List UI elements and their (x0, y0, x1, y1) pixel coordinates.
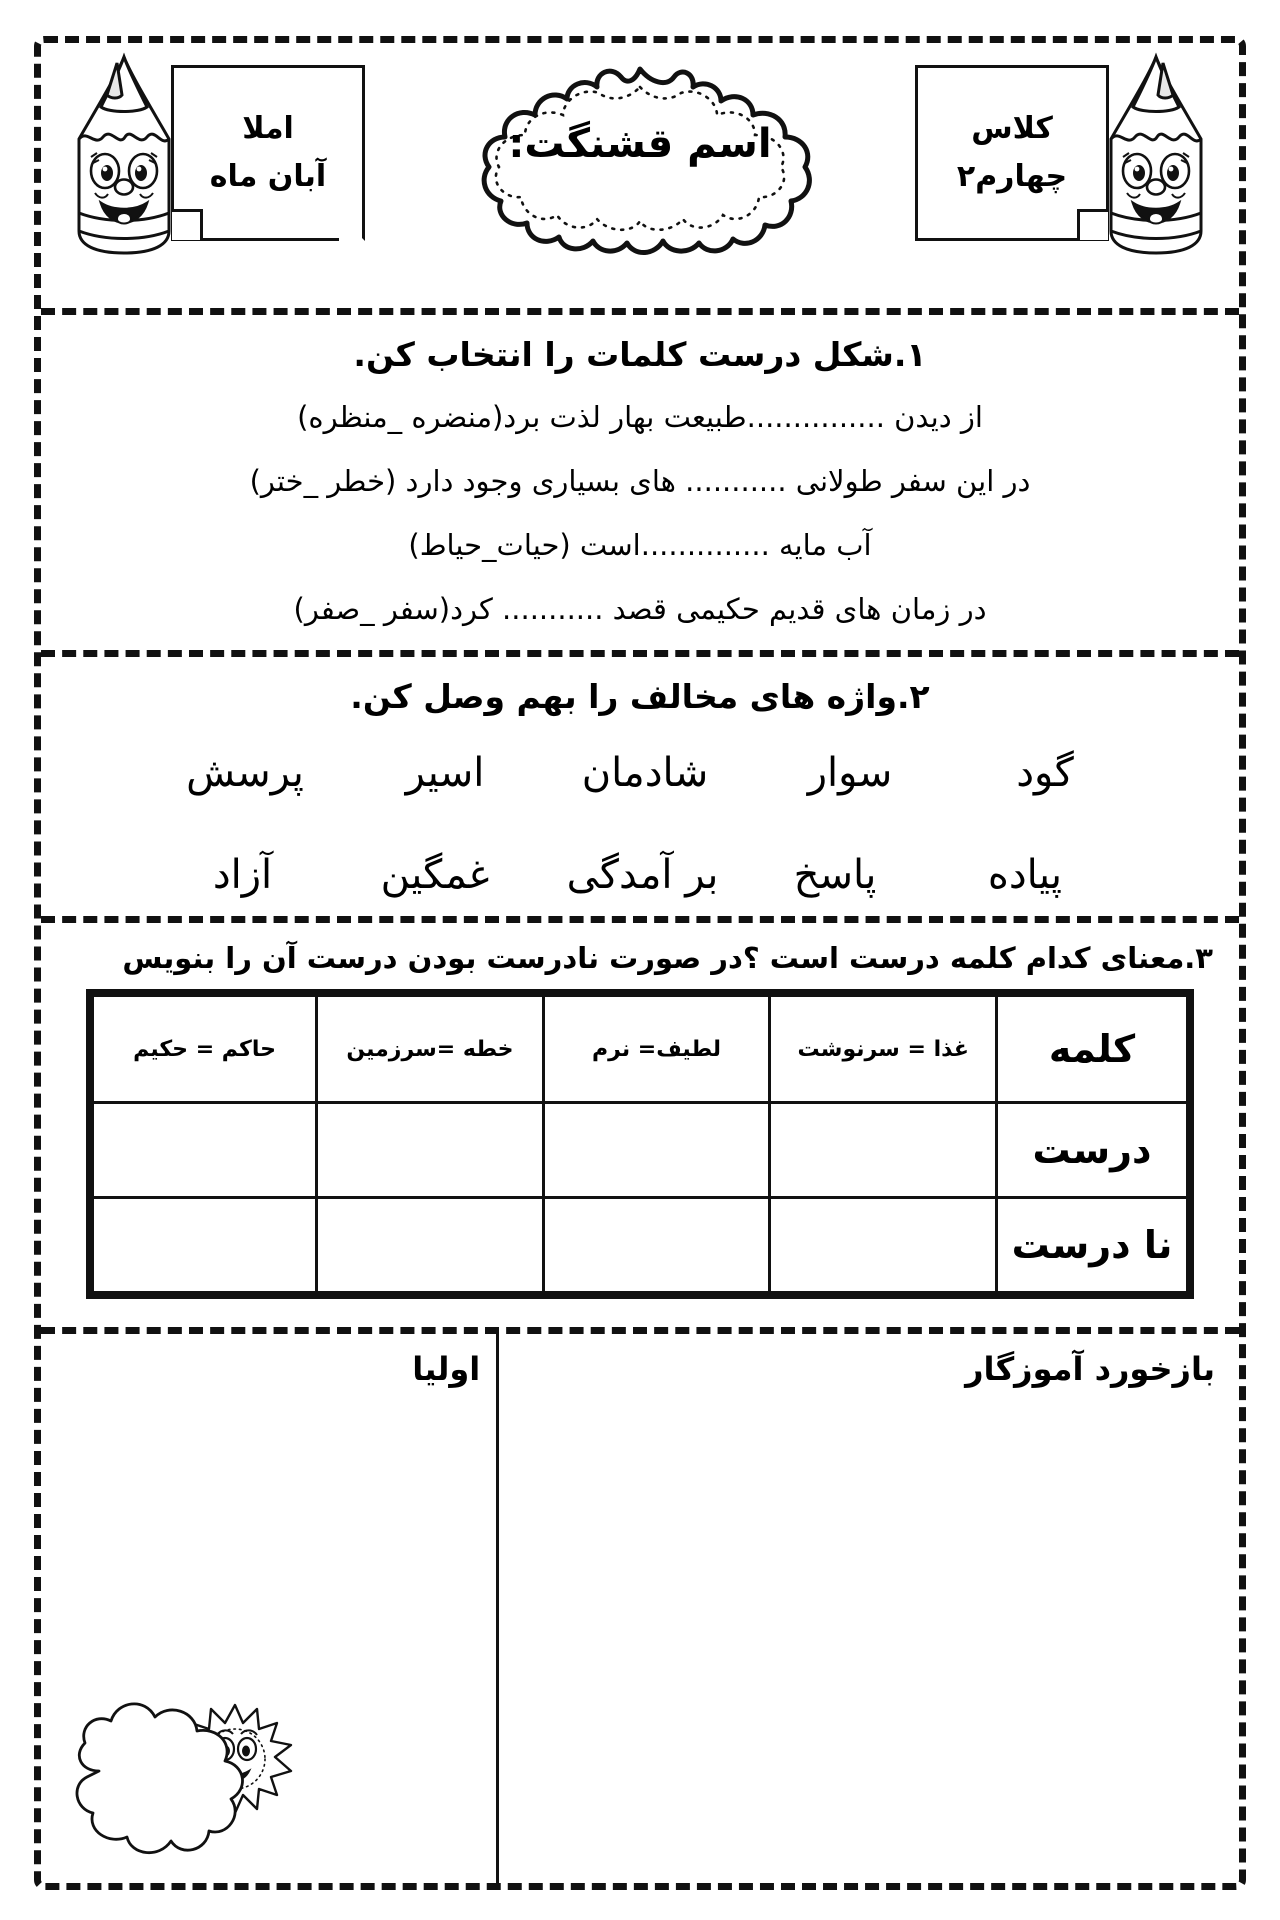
month-label: آبان ماه (209, 159, 327, 194)
section-2-title: ۲.واژه های مخالف را بهم وصل کن. (350, 677, 930, 716)
section-choose-correct-spelling (41, 315, 1239, 657)
scalloped-banner-icon (455, 57, 825, 272)
class-value: چهارم۲ (956, 159, 1068, 194)
worksheet-footer (41, 1334, 1239, 1883)
subject-note-card (171, 65, 365, 241)
page-fold-icon (172, 209, 203, 240)
table-answer-cell[interactable] (90, 1198, 317, 1296)
meaning-table-wrapper (86, 989, 1194, 1299)
opposite-words-row-1 (67, 750, 1213, 796)
subject-label: املا (242, 110, 294, 146)
pencil-character-icon (1097, 53, 1215, 258)
parents-label: اولیا (412, 1350, 481, 1388)
table-answer-cell[interactable] (317, 1198, 544, 1296)
word-item[interactable]: پاسخ (793, 852, 877, 898)
table-column-header: خطه =سرزمین (317, 993, 544, 1103)
word-item[interactable]: پرسش (186, 750, 304, 796)
table-answer-cell[interactable] (770, 1198, 997, 1296)
table-row-label-incorrect: نا درست (997, 1198, 1191, 1296)
table-header-word-label: کلمه (997, 993, 1191, 1103)
class-label: کلاس (971, 110, 1053, 146)
opposite-words-row-2 (67, 852, 1213, 898)
word-item[interactable]: اسیر (405, 750, 485, 796)
section-meaning-true-false (41, 923, 1239, 1334)
cloud-icon (59, 1679, 309, 1869)
table-column-header: غذا = سرنوشت (770, 993, 997, 1103)
table-answer-cell[interactable] (317, 1103, 544, 1198)
section-1-item[interactable]: آب مایه ..............است (حیات_حیاط) (408, 528, 872, 562)
page-fold-icon (1077, 209, 1108, 240)
word-item[interactable]: شادمان (581, 750, 709, 796)
parents-area[interactable] (41, 1334, 496, 1883)
section-3-title: ۳.معنای کدام کلمه درست است ؟در صورت نادرست بودن درست آن را بنویس (122, 941, 1213, 975)
table-column-header: حاکم = حکیم (90, 993, 317, 1103)
word-item[interactable]: پیاده (987, 852, 1063, 898)
section-match-opposites (41, 657, 1239, 923)
word-item[interactable]: آزاد (212, 852, 273, 898)
table-header-row (90, 993, 1190, 1103)
section-1-item[interactable]: از دیدن ...............طبیعت بهار لذت برد(منضره _منظره) (297, 400, 983, 434)
table-column-header: لطیف= نرم (543, 993, 770, 1103)
word-item[interactable]: غمگین (380, 852, 490, 898)
teacher-feedback-area[interactable] (496, 1334, 1239, 1883)
section-1-title: ۱.شکل درست کلمات را انتخاب کن. (353, 335, 927, 374)
table-row (90, 1198, 1190, 1296)
table-answer-cell[interactable] (543, 1198, 770, 1296)
section-1-item[interactable]: در زمان های قدیم حکیمی قصد ........... کرد(سفر _صفر) (293, 592, 987, 626)
table-answer-cell[interactable] (770, 1103, 997, 1198)
class-note-card (915, 65, 1109, 241)
meaning-table (86, 989, 1194, 1299)
teacher-feedback-label: بازخورد آموزگار (965, 1350, 1215, 1388)
worksheet-header (41, 43, 1239, 315)
section-1-item[interactable]: در این سفر طولانی ........... های بسیاری وجود دارد (خطر _ختر) (249, 464, 1031, 498)
word-item[interactable]: گود (1016, 750, 1074, 796)
table-row-label-correct: درست (997, 1103, 1191, 1198)
word-item[interactable]: بر آمدگی (566, 852, 719, 898)
pencil-character-icon (65, 53, 183, 258)
table-answer-cell[interactable] (543, 1103, 770, 1198)
word-item[interactable]: سوار (807, 750, 893, 796)
table-row (90, 1103, 1190, 1198)
worksheet-sheet (34, 36, 1246, 1890)
table-answer-cell[interactable] (90, 1103, 317, 1198)
student-name-banner-label: اسم قشنگت: (508, 121, 772, 167)
